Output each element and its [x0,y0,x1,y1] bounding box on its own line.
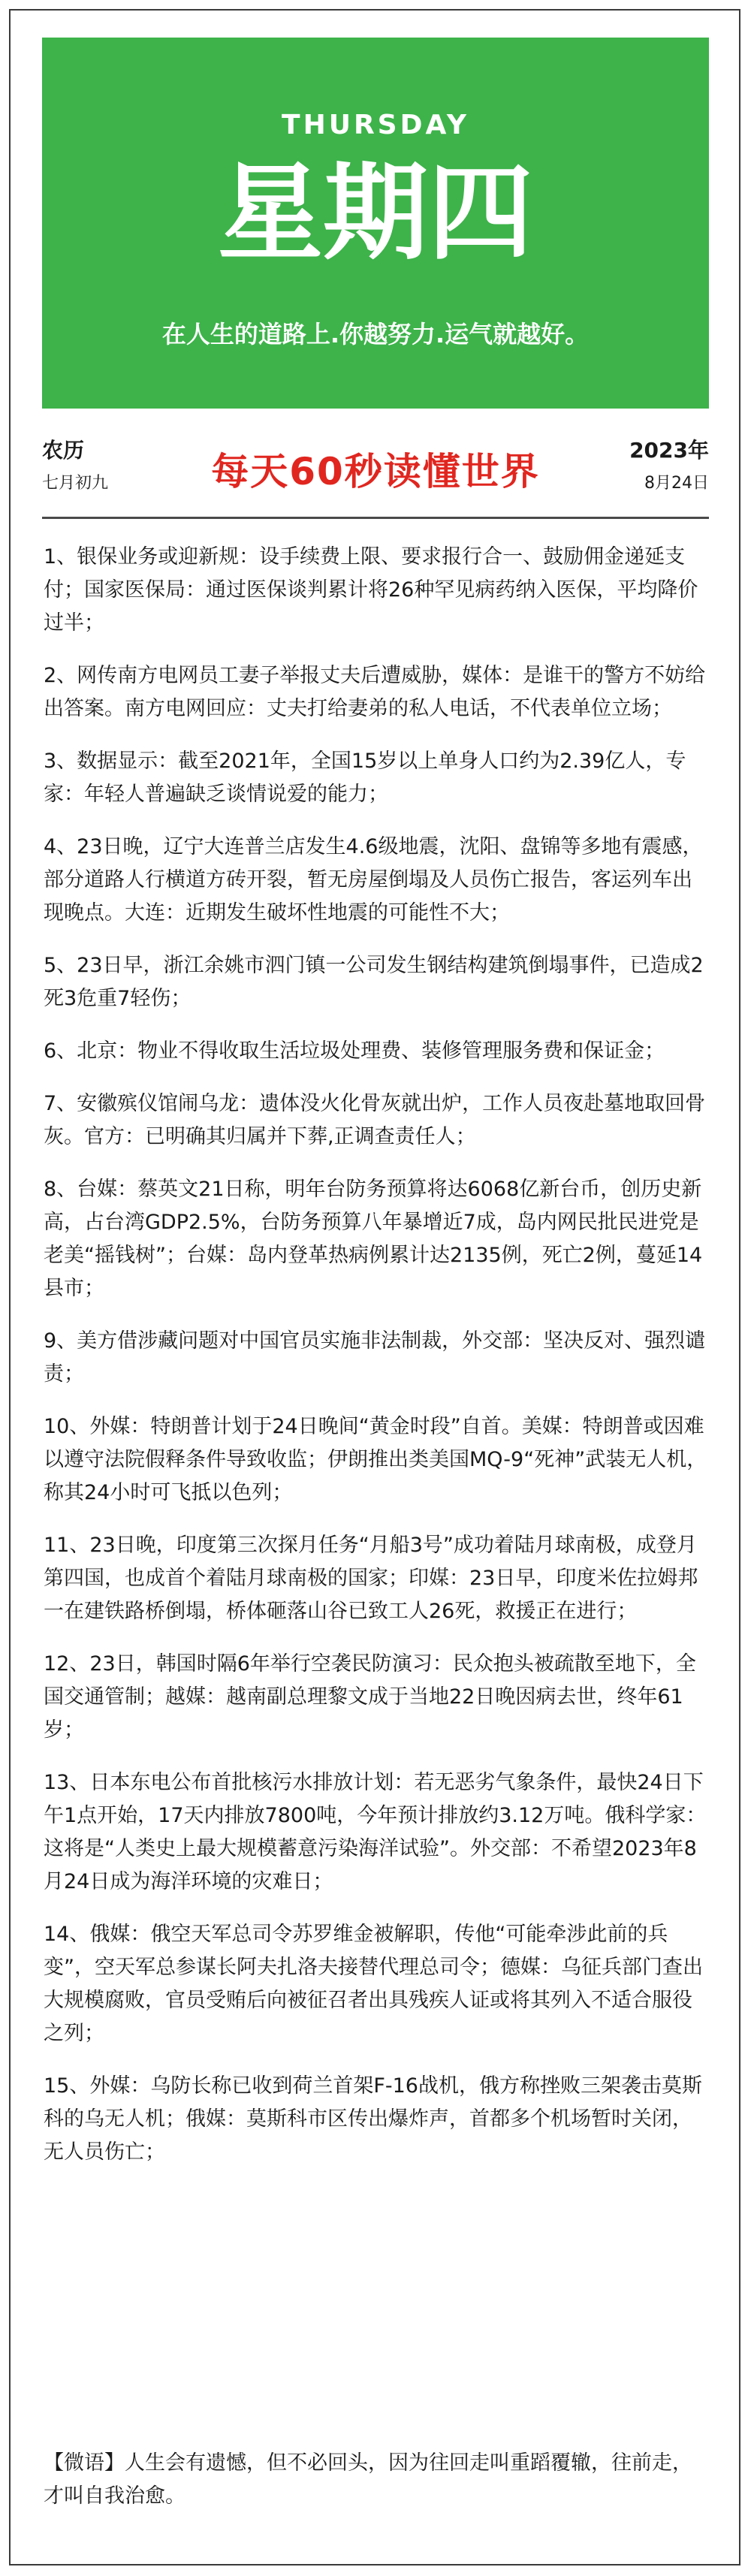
news-item-1: 1、银保业务或迎新规：设手续费上限、要求报行合一、鼓励佣金递延支付；国家医保局：通过医保谈判累计将26种罕见病药纳入医保，平均降价过半； [44,545,698,635]
weekday-english: THURSDAY [282,110,469,140]
news-item-4: 4、23日晚，辽宁大连普兰店发生4.6级地震，沈阳、盘锦等多地有震感，部分道路人行横道方砖开裂，暂无房屋倒塌及人员伤亡报告，客运列车出现晚点。大连：近期发生破坏性地震的可能性不大； [44,835,703,925]
news-item-5: 5、23日早，浙江余姚市泗门镇一公司发生钢结构建筑倒塌事件，已造成2死3危重7轻伤； [44,954,704,1010]
news-item-2: 2、网传南方电网员工妻子举报丈夫后遭威胁，媒体：是谁干的警方不妨给出答案。南方电网回应：丈夫打给妻弟的私人电话，不代表单位立场； [44,664,706,720]
news-item-12: 12、23日，韩国时隔6年举行空袭民防演习：民众抱头被疏散至地下，全国交通管制；越媒：越南副总理黎文成于当地22日晚因病去世，终年61岁； [44,1652,696,1742]
news-item-9: 9、美方借涉藏问题对中国官员实施非法制裁，外交部：坚决反对、强烈谴责； [44,1329,706,1386]
news-item-6: 6、北京：物业不得收取生活垃圾处理费、装修管理服务费和保证金； [44,1039,665,1063]
weekday-chinese: 星期四 [217,152,533,275]
hero-banner [42,38,709,409]
year-label: 2023年 [629,438,709,463]
closing-note: 【微语】人生会有遗憾，但不必回头，因为往回走叫重蹈覆辙，往前走，才叫自我治愈。 [44,2451,692,2508]
news-item-3: 3、数据显示：截至2021年，全国15岁以上单身人口约为2.39亿人，专家：年轻人普遍缺乏谈情说爱的能力； [44,750,686,806]
news-item-14: 14、俄媒：俄空天军总司令苏罗维金被解职，传他“可能牵涉此前的兵变”，空天军总参谋长阿夫扎洛夫接替代理总司令；德媒：乌征兵部门查出大规模腐败，官员受贿后向被征召者出具残疾人证或将其列入不适合服役之列； [44,1923,703,2045]
news-item-10: 10、外媒：特朗普计划于24日晚间“黄金时段”自首。美媒：特朗普或因难以遵守法院假释条件导致收监；伊朗推出类美国MQ-9“死神”武装无人机，称其24小时可飞抵以色列； [44,1415,707,1504]
news-item-13: 13、日本东电公布首批核污水排放计划：若无恶劣气象条件，最快24日下午1点开始，17天内排放7800吨，今年预计排放约3.12万吨。俄科学家：这将是“人类史上最大规模蓄意污染海洋试验”。外交部：不希望2023年8月24日成为海洋环境的灾难日； [44,1771,707,1893]
news-list [44,541,709,2188]
lunar-date: 七月初九 [42,474,109,493]
month-day-label: 8月24日 [644,474,709,493]
banner-title: 每天60秒读懂世界 [211,450,540,493]
news-item-15: 15、外媒：乌防长称已收到荷兰首架F-16战机，俄方称挫败三架袭击莫斯科的乌无人机；俄媒：莫斯科市区传出爆炸声，首都多个机场暂时关闭，无人员伤亡； [44,2074,702,2164]
news-item-11: 11、23日晚，印度第三次探月任务“月船3号”成功着陆月球南极，成登月第四国，也成首个着陆月球南极的国家；印媒：23日早，印度米佐拉姆邦一在建铁路桥倒塌，桥体砸落山谷已致工人26死，救援正在进行； [44,1534,698,1623]
news-item-7: 7、安徽殡仪馆闹乌龙：遗体没火化骨灰就出炉，工作人员夜赴墓地取回骨灰。官方：已明确其归属并下葬,正调查责任人； [44,1092,706,1148]
section-divider [42,517,709,519]
hero-slogan: 在人生的道路上.你越努力.运气就越好。 [161,320,590,348]
lunar-label: 农历 [42,438,85,463]
news-item-8: 8、台媒：蔡英文21日称，明年台防务预算将达6068亿新台币，创历史新高，占台湾GDP2.5%，台防务预算八年暴增近7成，岛内网民批民进党是老美“摇钱树”；台媒：岛内登革热病例累计达2135例，死亡2例，蔓延14县市； [44,1178,703,1300]
date-bar [42,431,709,500]
